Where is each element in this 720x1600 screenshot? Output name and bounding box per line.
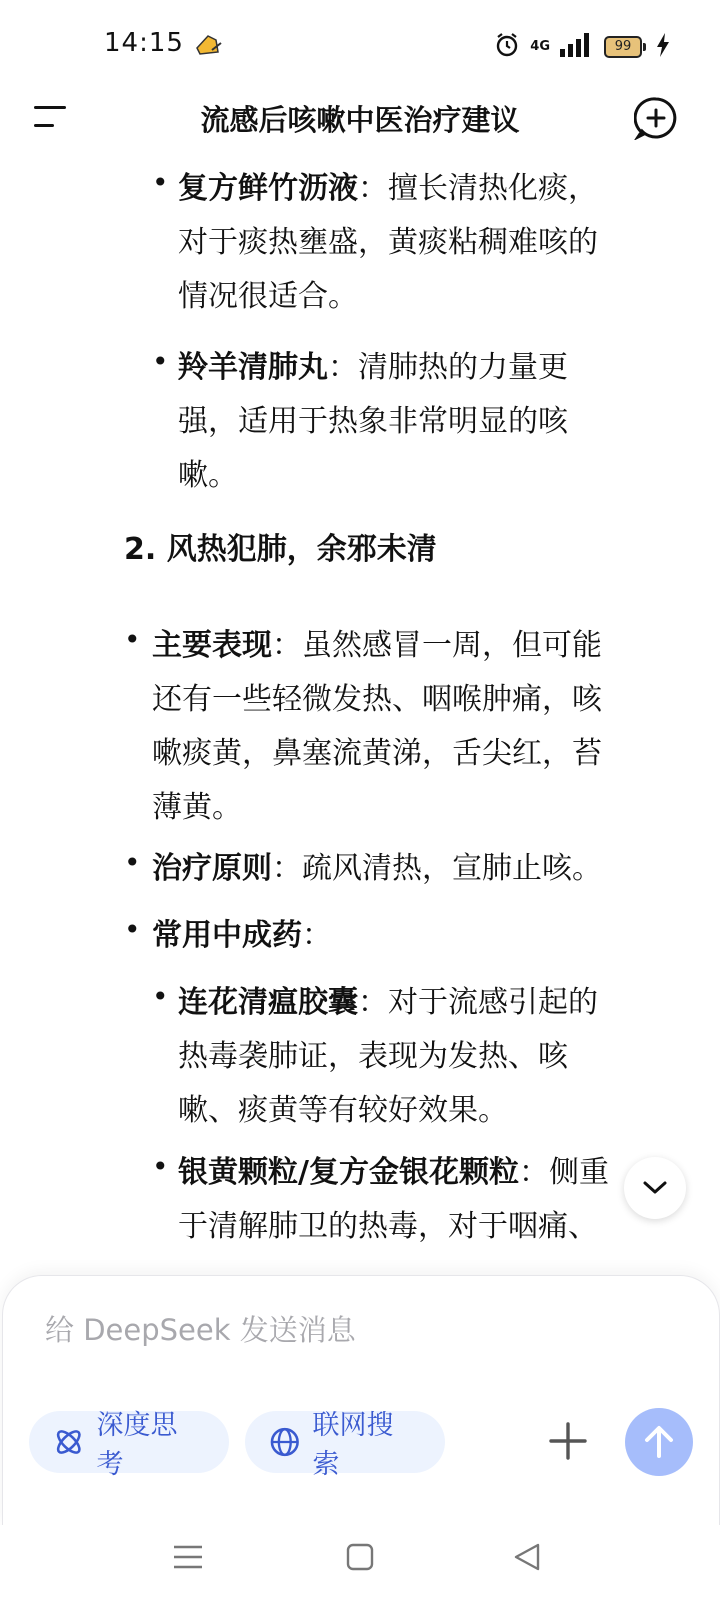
attach-button[interactable] bbox=[543, 1416, 593, 1466]
item-label: 主要表现 bbox=[152, 628, 272, 663]
nav-menu-button[interactable] bbox=[168, 1537, 208, 1577]
nav-home-button[interactable] bbox=[340, 1537, 380, 1577]
scroll-to-bottom-button[interactable] bbox=[624, 1157, 686, 1219]
globe-icon bbox=[269, 1426, 301, 1458]
battery-icon bbox=[604, 36, 646, 58]
message-input[interactable]: 给 DeepSeek 发送消息 bbox=[45, 1313, 356, 1347]
status-bar bbox=[0, 0, 720, 90]
arrow-up-icon bbox=[643, 1424, 675, 1460]
signal-icon bbox=[560, 33, 594, 61]
page-title: 流感后咳嗽中医治疗建议 bbox=[200, 103, 520, 137]
alarm-icon bbox=[494, 32, 520, 62]
network-type: 4G bbox=[530, 39, 550, 54]
message-composer bbox=[2, 1275, 720, 1526]
web-search-label: 联网搜索 bbox=[312, 1410, 394, 1480]
home-square-icon bbox=[340, 1537, 380, 1577]
item-name: 羚羊清肺丸 bbox=[178, 350, 328, 385]
bullet: • bbox=[152, 345, 169, 378]
item-name: 银黄颗粒/复方金银花颗粒 bbox=[178, 1155, 519, 1190]
list-item bbox=[178, 160, 598, 218]
deep-think-label: 深度思考 bbox=[96, 1410, 178, 1480]
new-chat-icon bbox=[634, 96, 678, 140]
item-label: 治疗原则 bbox=[152, 851, 272, 886]
menu-lines-icon bbox=[168, 1537, 208, 1577]
list-item bbox=[178, 1144, 609, 1202]
bullet: • bbox=[124, 846, 141, 879]
send-button[interactable] bbox=[625, 1408, 693, 1476]
app-header bbox=[0, 86, 720, 146]
item-desc-line: 于清解肺卫的热毒，对于咽痛、 bbox=[178, 1209, 598, 1244]
bullet: • bbox=[152, 980, 169, 1013]
item-desc-line: 情况很适合。 bbox=[178, 279, 358, 314]
notification-app-icon bbox=[194, 30, 224, 62]
item-desc-line: 薄黄。 bbox=[152, 790, 242, 825]
section-title: 2. 风热犯肺，余邪未清 bbox=[124, 532, 437, 567]
bullet: • bbox=[152, 1150, 169, 1183]
system-nav-bar bbox=[0, 1525, 720, 1600]
message-content bbox=[0, 150, 720, 1280]
item-desc-line: 嗽痰黄，鼻塞流黄涕，舌尖红，苔 bbox=[152, 736, 602, 771]
item-label: 常用中成药 bbox=[152, 918, 302, 953]
item-desc: ：虽然感冒一周，但可能 bbox=[272, 628, 602, 663]
item-desc-line: 热毒袭肺证，表现为发热、咳 bbox=[178, 1039, 568, 1074]
bullet: • bbox=[124, 623, 141, 656]
list-item bbox=[152, 907, 332, 965]
item-desc-line: 还有一些轻微发热、咽喉肿痛，咳 bbox=[152, 682, 602, 717]
nav-back-button[interactable] bbox=[508, 1537, 548, 1577]
item-desc: ： bbox=[302, 918, 332, 953]
item-desc: ：对于流感引起的 bbox=[358, 985, 598, 1020]
status-time: 14:15 bbox=[104, 28, 184, 58]
bullet: • bbox=[152, 166, 169, 199]
item-desc-line: 强，适用于热象非常明显的咳 bbox=[178, 404, 568, 439]
item-desc-line: 嗽。 bbox=[178, 458, 238, 493]
item-desc: ：疏风清热，宣肺止咳。 bbox=[272, 851, 602, 886]
list-item bbox=[178, 974, 598, 1032]
battery-level: 99 bbox=[604, 36, 642, 58]
plus-icon bbox=[543, 1416, 593, 1466]
item-desc: ：侧重 bbox=[518, 1155, 609, 1190]
item-desc-line: 对于痰热壅盛，黄痰粘稠难咳的 bbox=[178, 225, 598, 260]
item-desc-line: 嗽、痰黄等有较好效果。 bbox=[178, 1093, 508, 1128]
deep-think-button[interactable] bbox=[29, 1410, 229, 1480]
item-name: 连花清瘟胶囊 bbox=[178, 985, 358, 1020]
item-desc: ：擅长清热化痰， bbox=[358, 171, 598, 206]
item-name: 复方鲜竹沥液 bbox=[178, 171, 358, 206]
item-desc: ：清肺热的力量更 bbox=[328, 350, 568, 385]
back-triangle-icon bbox=[508, 1537, 548, 1577]
web-search-button[interactable] bbox=[245, 1410, 445, 1480]
list-item bbox=[152, 617, 602, 675]
chevron-down-icon bbox=[642, 1180, 668, 1196]
list-item bbox=[178, 339, 568, 397]
atom-icon bbox=[53, 1426, 85, 1458]
bullet: • bbox=[124, 913, 141, 946]
new-chat-button[interactable] bbox=[634, 96, 678, 140]
charging-icon bbox=[656, 33, 670, 61]
list-item bbox=[152, 840, 602, 898]
